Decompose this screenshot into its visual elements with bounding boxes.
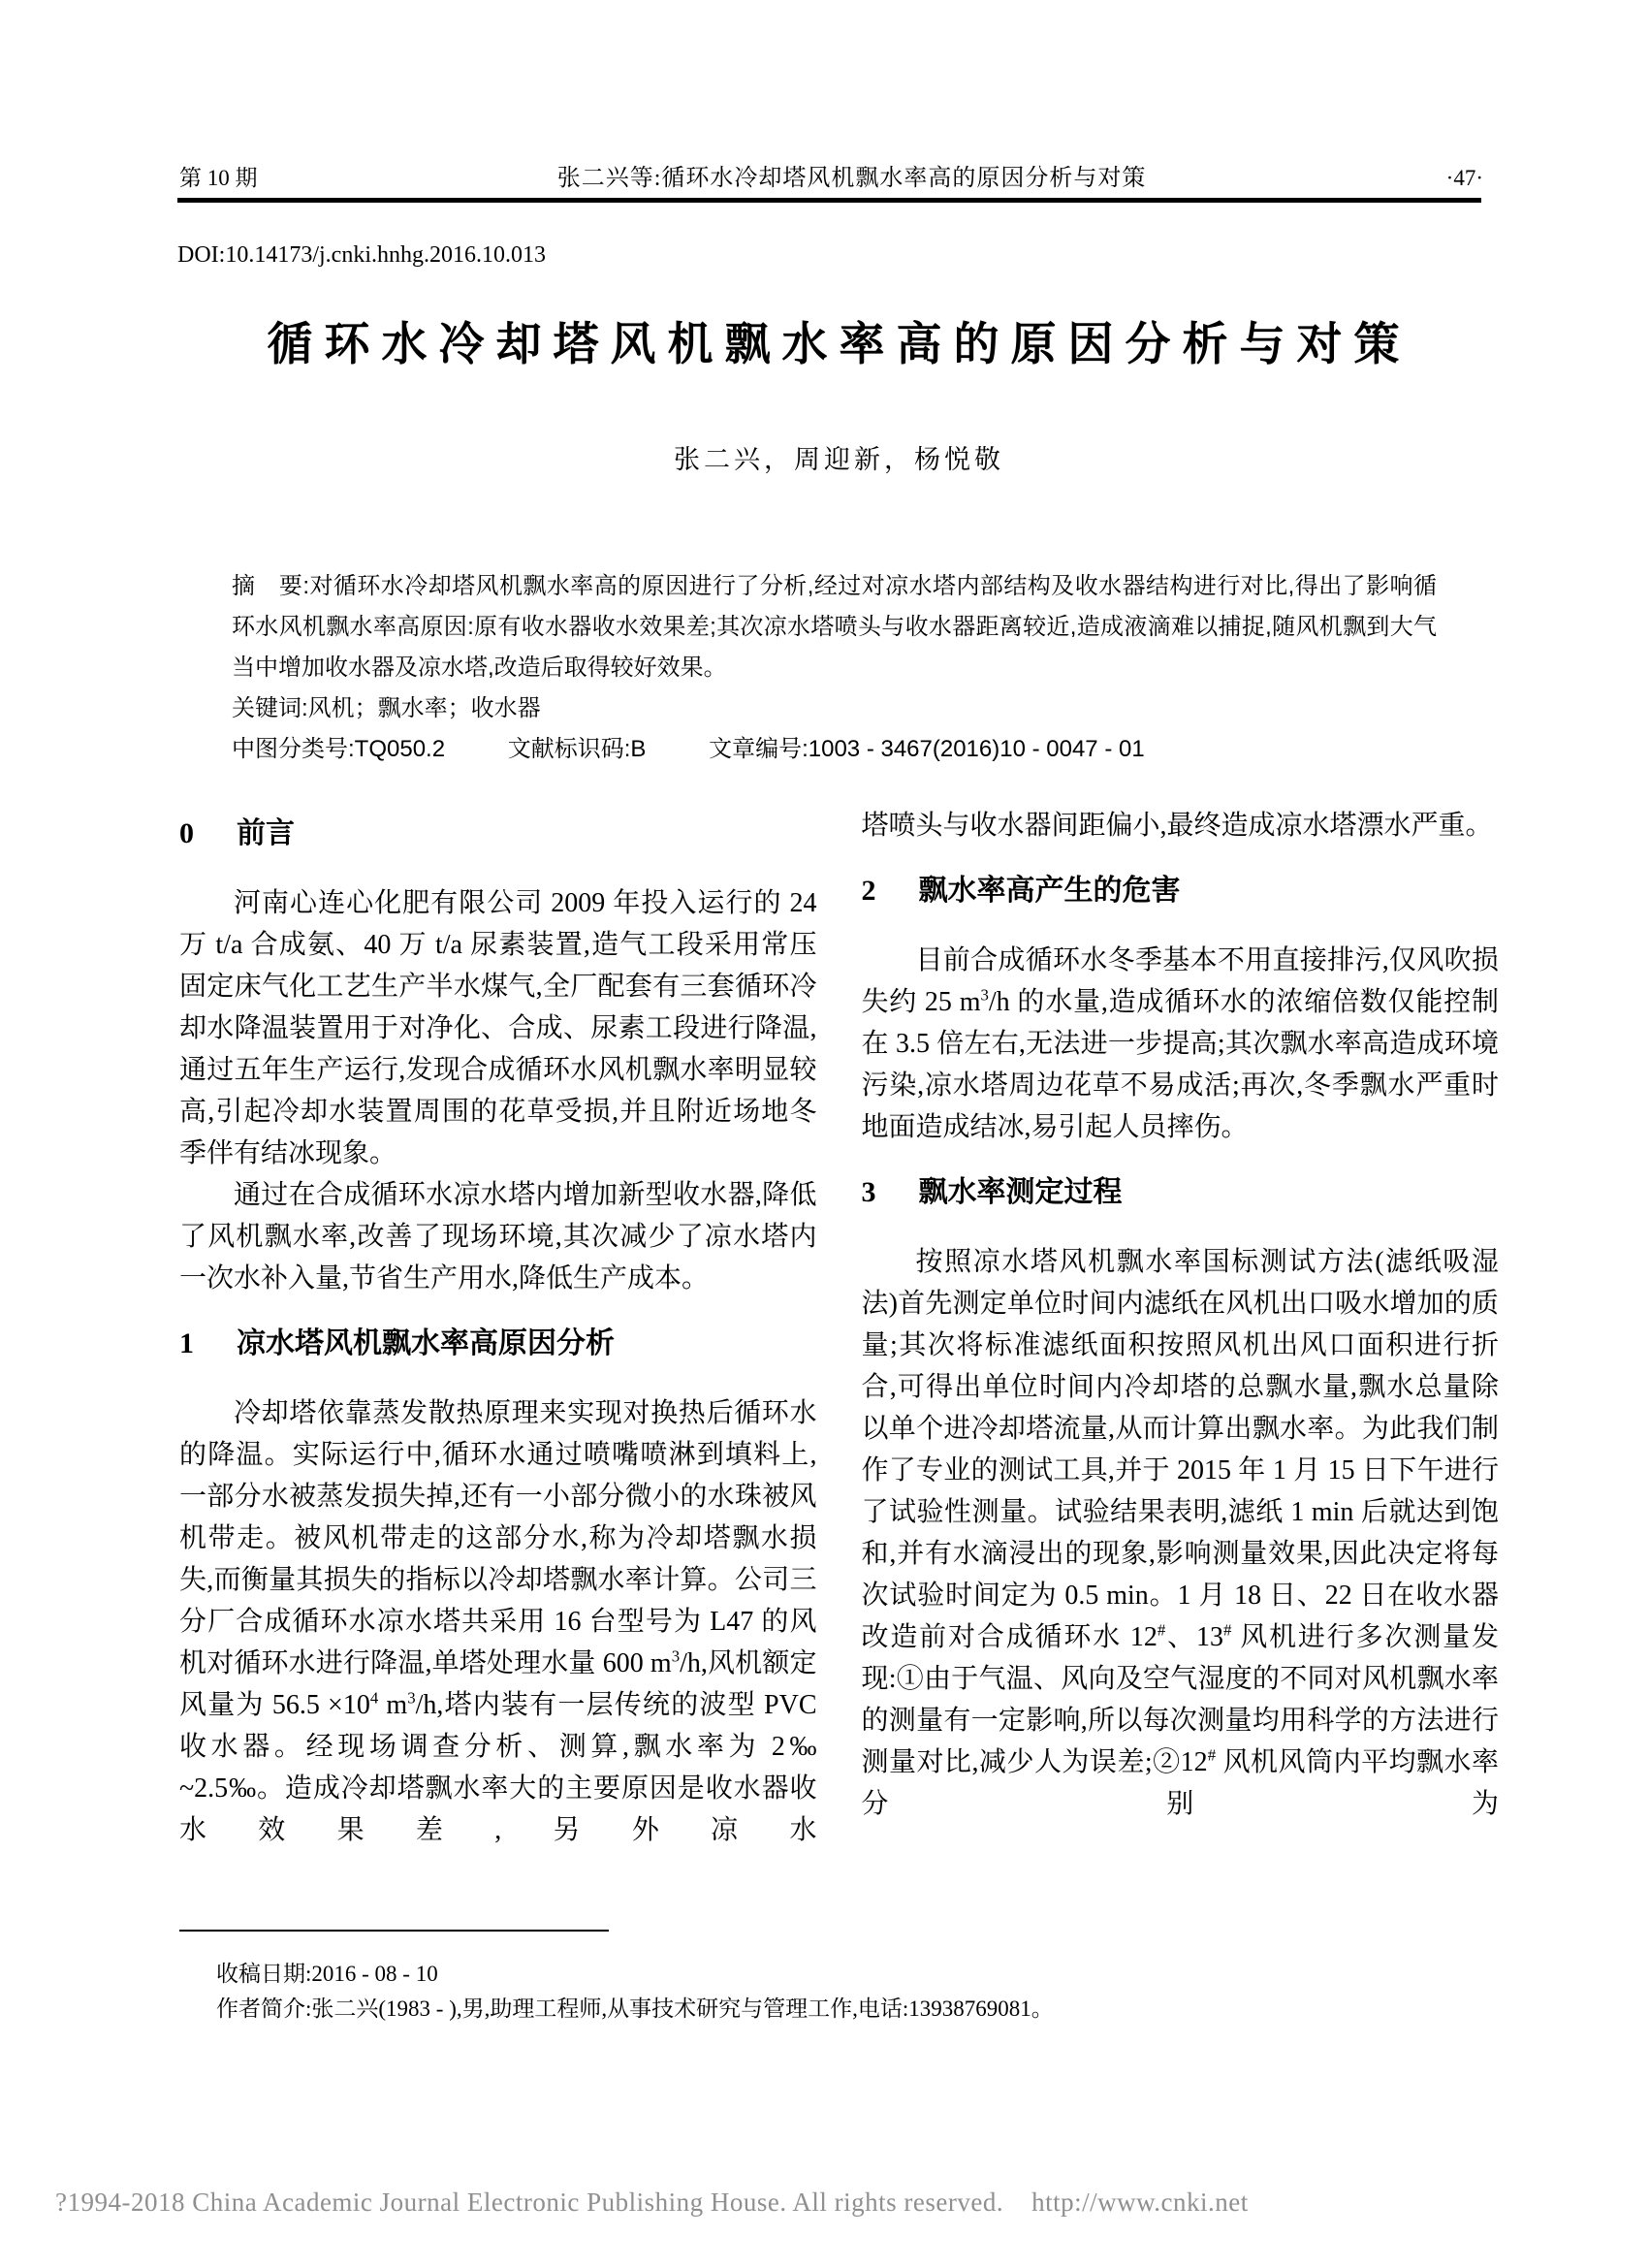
body-paragraph: 通过在合成循环水凉水塔内增加新型收水器,降低了风机飘水率,改善了现场环境,其次减少了凉水塔内一次水补入量,节省生产用水,降低生产成本。 [179, 1180, 817, 1294]
superscript: # [1207, 1745, 1217, 1765]
keywords-text: 风机；飘水率；收水器 [307, 695, 541, 721]
abstract-label: 摘 要: [232, 573, 309, 599]
body-paragraph: 冷却塔依靠蒸发散热原理来实现对换热后循环水的降温。实际运行中,循环水通过喷嘴喷淋到填料上,一部分水被蒸发损失掉,还有一小部分微小的水珠被风机带走。被风机带走的这部分水,称为冷却塔飘水损失,而衡量其损失的指标以冷却塔飘水率计算。公司三分厂合成循环水凉水塔共采用 16 台型号为 L47 的风机对循环水进行降温,单塔处理水量 600 $m^3/h$,风机额定风量为 $56.5 \times 10^4$ $m^3/h$,塔内装有一层传统的波型 PVC 收水器。经现场调查分析、测算,飘水率为 2‰ ~2.5‰。造成冷却塔飘水率大的主要原因是收水器收水效果差,另外凉水 [179, 1398, 817, 1845]
superscript: # [1157, 1620, 1166, 1640]
left-column [179, 805, 817, 1851]
body-columns [179, 805, 1499, 1851]
section-heading [862, 1173, 1500, 1212]
superscript: 3 [980, 985, 989, 1005]
article-title: 循环水冷却塔风机飘水率高的原因分析与对策 [267, 320, 1411, 370]
doi-line: DOI:10.14173/j.cnki.hnhg.2016.10.013 [177, 242, 546, 268]
keywords-line [232, 688, 1437, 729]
superscript: 3 [407, 1688, 416, 1708]
right-column [862, 805, 1500, 1851]
section-number: 0 [179, 817, 194, 849]
body-paragraph: 河南心连心化肥有限公司 2009 年投入运行的 24 万 t/a 合成氨、40 万 t/a 尿素装置,造气工段采用常压固定床气化工艺生产半水煤气,全厂配套有三套循环冷却水降温装置用于对净化、合成、尿素工段进行降温,通过五年生产运行,发现合成循环水风机飘水率明显较高,引起冷却水装置周围的花草受损,并且附近场地冬季伴有结冰现象。 [179, 888, 817, 1168]
keywords-label: 关键词: [232, 695, 308, 721]
section-heading [862, 872, 1500, 910]
clc-number: 中图分类号:TQ050.2 [232, 736, 446, 762]
abstract-text: 对循环水冷却塔风机飘水率高的原因进行了分析,经过对凉水塔内部结构及收水器结构进行对比,得出了影响循环水风机飘水率高原因:原有收水器收水效果差;其次凉水塔喷头与收水器距离较近,造成液滴难以捕捉,随风机飘到大气当中增加收水器及凉水塔,改造后取得较好效果。 [232, 573, 1437, 681]
superscript: # [1223, 1620, 1232, 1640]
running-title: 张二兴等:循环水冷却塔风机飘水率高的原因分析与对策 [556, 166, 1147, 191]
section-number: 2 [861, 875, 876, 907]
superscript: 4 [369, 1688, 379, 1708]
classification-line [232, 729, 1437, 770]
received-date: 收稿日期:2016 - 08 - 10 [216, 1962, 438, 1986]
body-paragraph: 目前合成循环水冬季基本不用直接排污,仅风吹损失约 25 $m^3/h$ 的水量,造成循环水的浓缩倍数仅能控制在 3.5 倍左右,无法进一步提高;其次飘水率高造成环境污染,凉水塔周边花草不易成活;再次,冬季飘水严重时地面造成结冰,易引起人员摔伤。 [861, 945, 1499, 1142]
section-title: 飘水率高产生的危害 [918, 875, 1181, 907]
page-header [179, 158, 1483, 192]
authors-line: 张二兴，周迎新，杨悦敬 [674, 445, 1004, 474]
page-number: ·47· [1445, 166, 1483, 190]
section-number: 3 [861, 1176, 876, 1208]
footnote-block [179, 1930, 1158, 2027]
document-code: 文献标识码:B [507, 736, 647, 762]
section-title: 飘水率测定过程 [918, 1176, 1123, 1208]
footnote-rule [179, 1930, 609, 1932]
section-number: 1 [179, 1327, 194, 1359]
body-paragraph: 按照凉水塔风机飘水率国标测试方法(滤纸吸湿法)首先测定单位时间内滤纸在风机出口吸水增加的质量;其次将标准滤纸面积按照风机出风口面积进行折合,可得出单位时间内冷却塔的总飘水量,飘水总量除以单个进冷却塔流量,从而计算出飘水率。为此我们制作了专业的测试工具,并于 2015 年 1 月 15 日下午进行了试验性测量。试验结果表明,滤纸 1 min 后就达到饱和,并有水滴浸出的现象,影响测量效果,因此决定将每次试验时间定为 0.5 min。1 月 18 日、22 日在收水器改造前对合成循环水 12#、13# 风机进行多次测量发现:①由于气温、风向及空气湿度的不同对风机飘水率的测量有一定影响,所以每次测量均用科学的方法进行测量对比,减少人为误差;②12# 风机风筒内平均飘水率分别为 [861, 1247, 1499, 1819]
header-rule [177, 198, 1481, 203]
journal-issue: 第 10 期 [179, 166, 258, 190]
copyright-line: ?1994-2018 China Academic Journal Electronic Publishing House. All rights reserved. http://www.cnki.net [55, 2188, 1249, 2217]
article-id: 文章编号:1003 - 3467(2016)10 - 0047 - 01 [709, 736, 1145, 762]
author-bio: 作者简介:张二兴(1983 - ),男,助理工程师,从事技术研究与管理工作,电话:13938769081。 [216, 1996, 1054, 2021]
abstract-block [232, 566, 1437, 770]
section-title: 凉水塔风机飘水率高原因分析 [237, 1327, 615, 1359]
superscript: 3 [671, 1646, 681, 1666]
section-heading [179, 815, 817, 853]
section-title: 前言 [237, 817, 295, 849]
abstract-paragraph [232, 566, 1437, 688]
section-heading [179, 1325, 817, 1363]
body-paragraph: 塔喷头与收水器间距偏小,最终造成凉水塔漂水严重。 [861, 811, 1493, 841]
